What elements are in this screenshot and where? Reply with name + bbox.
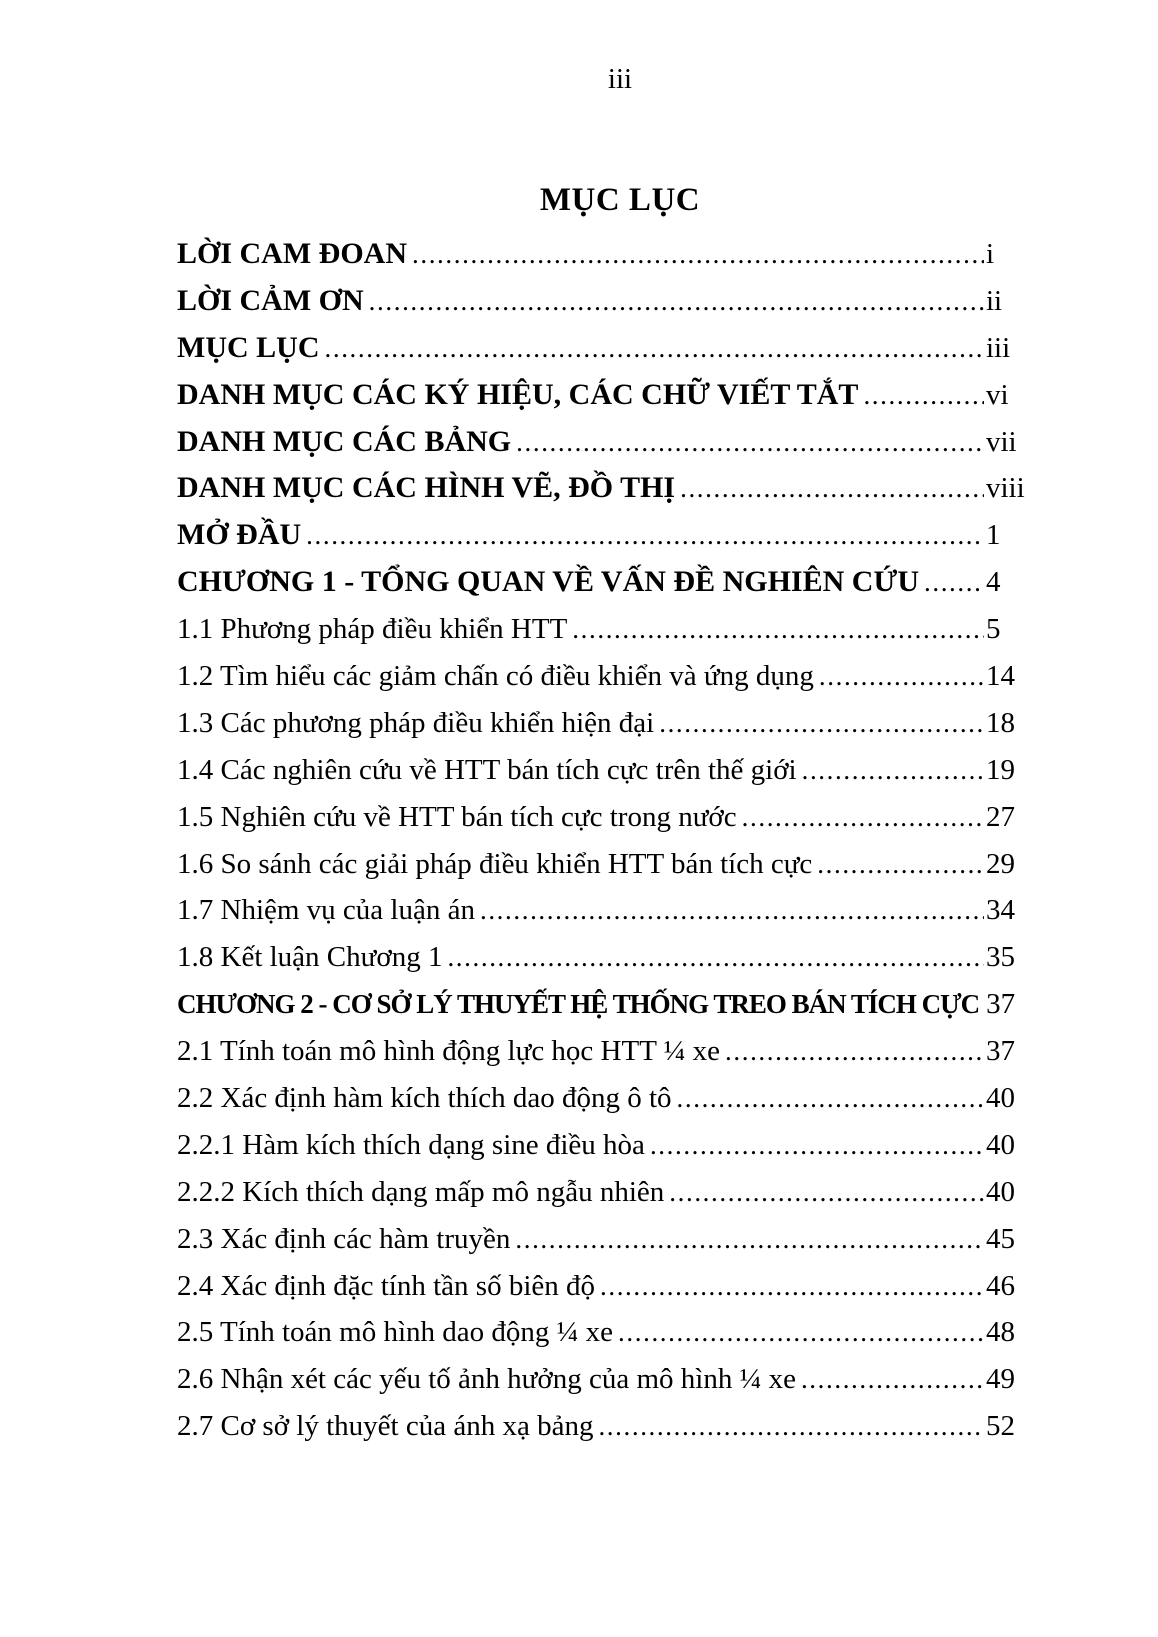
dot-leader — [369, 278, 984, 325]
toc-entry-page: 1 — [986, 519, 1001, 552]
toc-entry-label: 2.4 Xác định đặc tính tần số biên độ — [177, 1269, 595, 1302]
dot-leader — [600, 1263, 984, 1310]
dot-leader — [924, 559, 984, 606]
toc-entry-page: 48 — [986, 1316, 1015, 1349]
toc-entry-label: 2.2.2 Kích thích dạng mấp mô ngẫu nhiên — [177, 1175, 665, 1208]
dot-leader — [306, 512, 984, 559]
dot-leader — [618, 1309, 984, 1356]
dot-leader — [742, 794, 984, 841]
dot-leader — [515, 1216, 984, 1263]
toc-entry-label: 2.5 Tính toán mô hình dao động ¼ xe — [177, 1316, 614, 1349]
toc-entry-page: 37 — [986, 1035, 1015, 1068]
toc-entry — [177, 278, 1044, 325]
toc-entry — [177, 372, 1044, 419]
toc-entry-page: vii — [986, 425, 1017, 458]
toc-entry-page: 45 — [986, 1222, 1015, 1255]
toc-entry-label: 1.1 Phương pháp điều khiển HTT — [177, 613, 568, 646]
toc-entry-page: 29 — [986, 847, 1015, 880]
toc-entry — [177, 1122, 1044, 1169]
dot-leader — [650, 1122, 984, 1169]
toc-entry-page: 40 — [986, 1082, 1015, 1115]
toc-entry-page: 14 — [986, 660, 1015, 693]
toc-entry-label: LỜI CAM ĐOAN — [177, 237, 407, 270]
toc-entry — [177, 1028, 1044, 1075]
dot-leader — [801, 1356, 984, 1403]
toc-entry — [177, 747, 1044, 794]
toc-entry — [177, 512, 1044, 559]
toc-entry-page: i — [986, 238, 995, 270]
toc-entry-label: MỞ ĐẦU — [177, 518, 302, 552]
running-page-number: iii — [607, 63, 633, 95]
toc-entry — [177, 1216, 1044, 1263]
toc-entry-label: 1.3 Các phương pháp điều khiển hiện đại — [177, 706, 655, 739]
toc-entry-label: LỜI CẢM ƠN — [177, 283, 364, 317]
toc-entry-label: 2.1 Tính toán mô hình động lực học HTT ¼ xe — [177, 1035, 721, 1068]
toc-entry — [177, 325, 1044, 372]
toc-entry-label: 2.6 Nhận xét các yếu tố ảnh hưởng của mô hình ¼ xe — [177, 1363, 796, 1396]
toc-entry-label: DANH MỤC CÁC KÝ HIỆU, CÁC CHỮ VIẾT TẮT — [177, 377, 859, 411]
toc-entry — [177, 934, 1044, 981]
toc-entry-page: 37 — [986, 988, 1016, 1021]
toc-entry-page: 4 — [986, 566, 1001, 599]
dot-leader — [817, 841, 984, 888]
toc-entry-label: 1.6 So sánh các giải pháp điều khiển HTT bán tích cực — [177, 847, 813, 880]
dot-leader — [480, 887, 984, 934]
dot-leader — [725, 1028, 984, 1075]
toc-entry-page: vi — [986, 378, 1009, 411]
toc-entry — [177, 606, 1044, 653]
toc-entry-label: CHƯƠNG 2 - CƠ SỞ LÝ THUYẾT HỆ THỐNG TREO BÁN TÍCH CỰC — [177, 989, 980, 1020]
toc-entry-label: 1.8 Kết luận Chương 1 — [177, 941, 443, 974]
dot-leader — [659, 700, 984, 747]
dot-leader — [669, 1169, 984, 1216]
toc-entry-page: ii — [986, 284, 1003, 317]
toc-entry — [177, 231, 1044, 278]
toc-entry-page: 40 — [986, 1128, 1015, 1161]
toc-entry-label: DANH MỤC CÁC BẢNG — [177, 424, 512, 458]
dot-leader — [598, 1403, 984, 1450]
toc-entry-page: 52 — [986, 1410, 1015, 1443]
toc-entry-label: CHƯƠNG 1 - TỔNG QUAN VỀ VẤN ĐỀ NGHIÊN CỨU — [177, 565, 919, 599]
toc-entry-page: 5 — [986, 613, 1001, 646]
toc-entry — [177, 419, 1044, 466]
toc-entry-label: 2.2 Xác định hàm kích thích dao động ô tô — [177, 1082, 672, 1115]
toc-entry — [177, 1403, 1044, 1450]
toc-entry-label: MỤC LỤC — [177, 330, 320, 364]
dot-leader — [677, 1075, 984, 1122]
toc-entry — [177, 559, 1044, 606]
dot-leader — [680, 465, 984, 512]
toc-entry-page: 46 — [986, 1269, 1015, 1302]
toc-entry — [177, 700, 1044, 747]
toc-entry — [177, 1075, 1044, 1122]
toc-entry-page: 40 — [986, 1175, 1015, 1208]
toc-entry-label: 2.7 Cơ sở lý thuyết của ánh xạ bảng — [177, 1410, 594, 1443]
toc-entry — [177, 653, 1044, 700]
toc-entry-label: 1.2 Tìm hiểu các giảm chấn có điều khiển và ứng dụng — [177, 660, 814, 693]
dot-leader — [819, 653, 984, 700]
dot-leader — [412, 231, 984, 278]
toc-entry-page: 34 — [986, 894, 1015, 927]
toc-entry-label: 2.2.1 Hàm kích thích dạng sine điều hòa — [177, 1128, 645, 1161]
toc-entry-label: DANH MỤC CÁC HÌNH VẼ, ĐỒ THỊ — [177, 471, 676, 505]
toc-entry — [177, 841, 1044, 888]
toc-entry-label: 1.5 Nghiên cứu về HTT bán tích cực trong nước — [177, 800, 737, 833]
toc-entry-page: 35 — [986, 941, 1015, 974]
page-title: MỤC LỤC — [539, 182, 701, 218]
toc-entry-page: 27 — [986, 800, 1015, 833]
toc-entry-page: iii — [986, 331, 1011, 364]
toc-entry — [177, 1169, 1044, 1216]
toc-entry-page: viii — [986, 472, 1025, 505]
dot-leader — [572, 606, 984, 653]
toc-entry — [177, 1309, 1044, 1356]
dot-leader — [447, 934, 984, 981]
toc-entry-page: 19 — [986, 753, 1015, 786]
table-of-contents — [177, 231, 1044, 1450]
toc-entry — [177, 465, 1044, 512]
toc-entry — [177, 887, 1044, 934]
toc-entry — [177, 1356, 1044, 1403]
toc-entry-label: 1.7 Nhiệm vụ của luận án — [177, 894, 475, 927]
toc-entry — [177, 794, 1044, 841]
toc-entry-page: 18 — [986, 706, 1015, 739]
toc-entry-label: 1.4 Các nghiên cứu về HTT bán tích cực trên thế giới — [177, 753, 797, 786]
toc-entry-label: 2.3 Xác định các hàm truyền — [177, 1222, 511, 1255]
dot-leader — [863, 372, 984, 419]
toc-entry-page: 49 — [986, 1363, 1015, 1396]
dot-leader — [325, 325, 985, 372]
dot-leader — [516, 419, 984, 466]
toc-entry — [177, 981, 1044, 1028]
toc-entry — [177, 1263, 1044, 1310]
dot-leader — [802, 747, 984, 794]
